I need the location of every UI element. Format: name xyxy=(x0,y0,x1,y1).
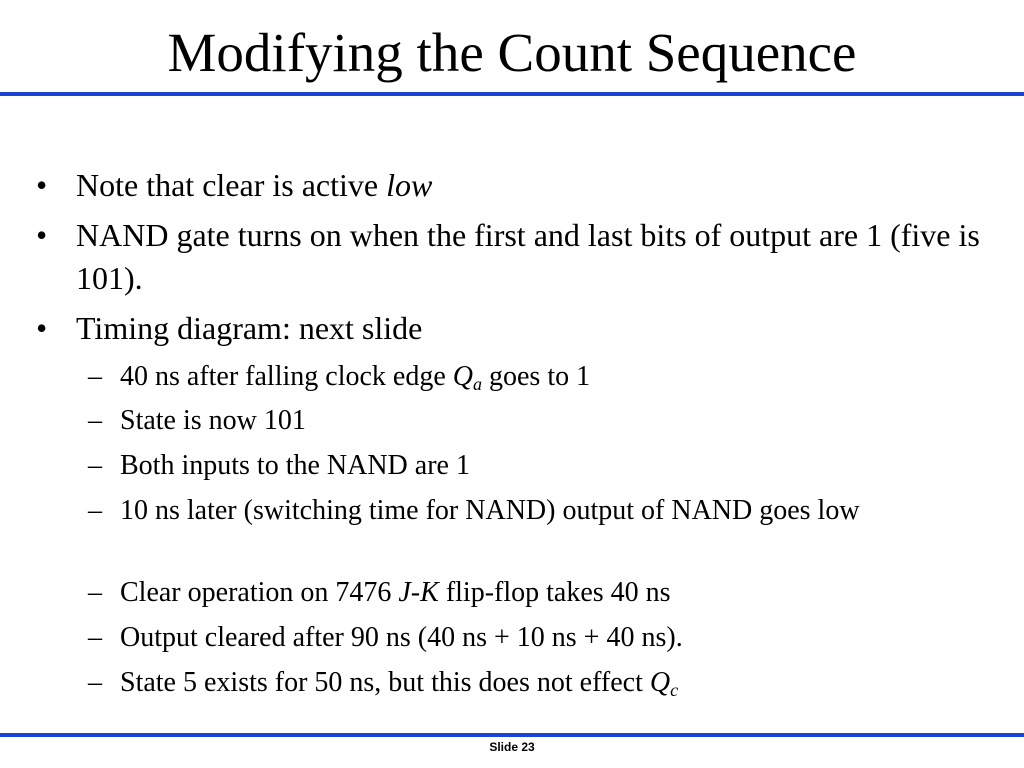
bullet-text: NAND gate turns on when the first and last bits of output are 1 (five is 101). xyxy=(76,217,980,296)
bullet-marker: • xyxy=(36,167,48,203)
subbullet-marker: – xyxy=(88,450,102,481)
bullet-timing-diagram xyxy=(36,307,1006,350)
subbullet-state-101 xyxy=(88,403,988,439)
subbullet-text: 10 ns later (switching time for NAND) output of NAND goes low xyxy=(120,495,860,526)
bullet-text: Timing diagram: next slide xyxy=(76,310,423,346)
slide-number: Slide 23 xyxy=(489,740,535,754)
bullet-marker: • xyxy=(36,310,48,346)
subbullet-qa-goes-to-1 xyxy=(88,359,988,395)
subbullet-text-pre: Clear operation on 7476 xyxy=(120,577,399,608)
variable-q: Q xyxy=(649,667,671,698)
subbullet-text: Both inputs to the NAND are 1 xyxy=(120,450,470,481)
subbullet-state-5 xyxy=(88,665,988,701)
subbullet-text: Output cleared after 90 ns (40 ns + 10 ns + 40 ns). xyxy=(120,622,683,653)
subbullet-text-post: flip-flop takes 40 ns xyxy=(438,577,671,608)
bullet-text-emphasis: low xyxy=(386,167,433,203)
subbullet-text: State is now 101 xyxy=(120,405,306,436)
subbullet-nand-inputs xyxy=(88,448,988,484)
title-divider xyxy=(0,92,1024,96)
subbullet-text-pre: 40 ns after falling clock edge xyxy=(120,361,453,392)
variable-q: Q xyxy=(452,361,473,392)
subbullet-marker: – xyxy=(88,495,102,526)
subbullet-text-post: goes to 1 xyxy=(482,361,591,392)
subbullet-marker: – xyxy=(88,667,102,698)
variable-subscript: a xyxy=(473,374,482,394)
subbullet-text xyxy=(88,575,988,611)
bullet-text xyxy=(36,164,1006,207)
bullet-clear-active-low xyxy=(36,164,1006,207)
variable-jk: J-K xyxy=(398,577,439,608)
subbullet-marker: – xyxy=(88,405,102,436)
bullet-text-main: Note that clear is active xyxy=(76,167,387,203)
subbullet-nand-output-low xyxy=(88,493,988,529)
subbullet-marker: – xyxy=(88,361,102,392)
bullet-marker: • xyxy=(36,217,48,253)
subbullet-text xyxy=(88,359,988,395)
subbullet-output-cleared xyxy=(88,620,988,656)
subbullet-marker: – xyxy=(88,622,102,653)
footer-divider xyxy=(0,733,1024,737)
subbullet-marker: – xyxy=(88,577,102,608)
variable-subscript: c xyxy=(670,680,679,700)
bullet-nand-gate xyxy=(36,214,1006,300)
slide-title: Modifying the Count Sequence xyxy=(167,22,857,83)
subbullet-text xyxy=(88,665,988,701)
subbullet-clear-operation xyxy=(88,575,988,611)
subbullet-text-pre: State 5 exists for 50 ns, but this does not effect xyxy=(120,667,650,698)
